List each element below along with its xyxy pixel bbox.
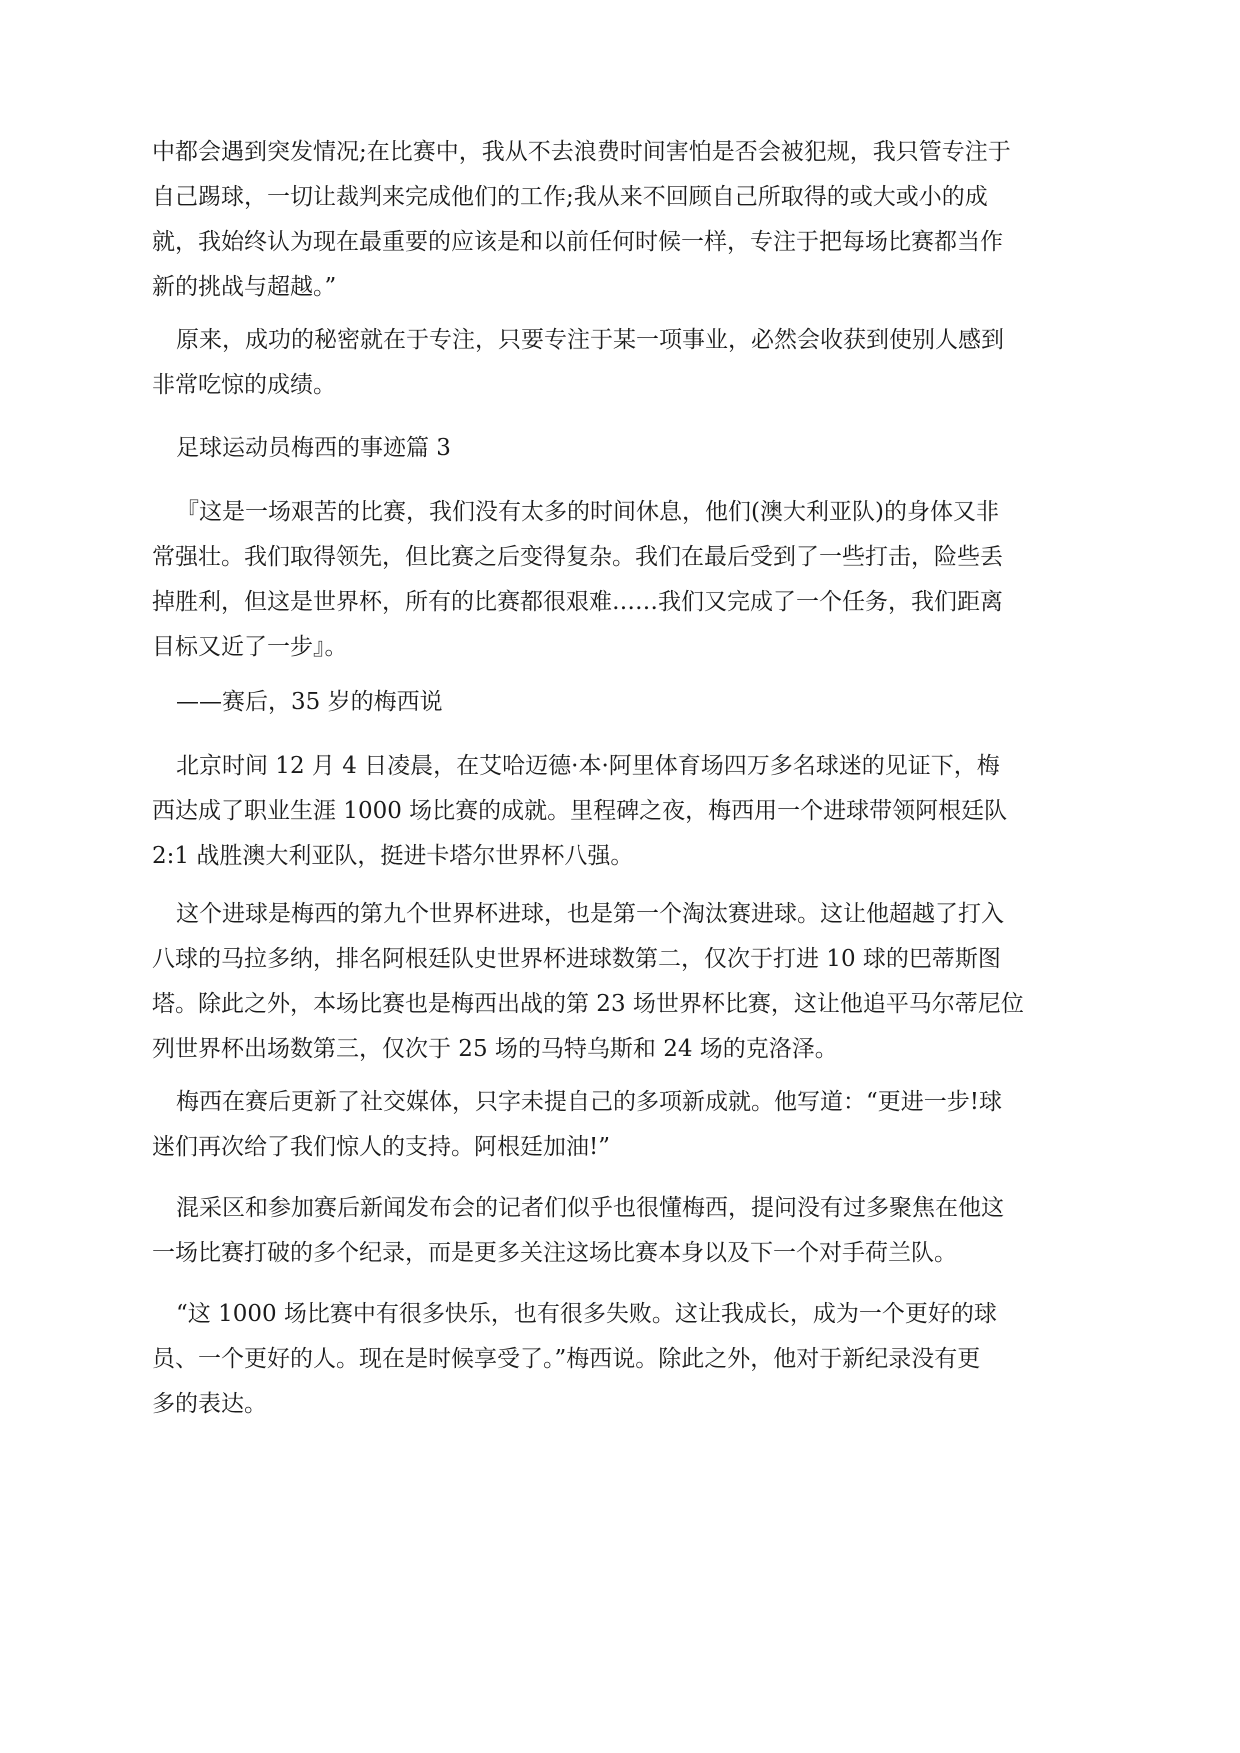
paragraph-social-media xyxy=(152,1080,1092,1170)
text-line: 目标又近了一步』。 xyxy=(152,634,348,660)
paragraph-press xyxy=(152,1186,1092,1276)
text-line: 常强壮。我们取得领先，但比赛之后变得复杂。我们在最后受到了一些打击，险些丢 xyxy=(152,544,1003,570)
paragraph-messi-quote xyxy=(152,490,1092,670)
quote-attribution xyxy=(152,680,1092,725)
text-line: 梅西在赛后更新了社交媒体，只字未提自己的多项新成就。他写道：“更进一步!球 xyxy=(176,1089,1003,1115)
text-line: 八球的马拉多纳，排名阿根廷队史世界杯进球数第二，仅次于打进 10 球的巴蒂斯图 xyxy=(152,946,1001,972)
text-line: 2:1 战胜澳大利亚队，挺进卡塔尔世界杯八强。 xyxy=(152,843,634,869)
text-line: 新的挑战与超越。” xyxy=(152,274,337,300)
paragraph-goal-records xyxy=(152,892,1092,1072)
text-line: 自己踢球，一切让裁判来完成他们的工作;我从来不回顾自己所取得的或大或小的成 xyxy=(152,184,988,210)
text-line: 迷们再次给了我们惊人的支持。阿根廷加油!” xyxy=(152,1134,611,1160)
text-line: 掉胜利，但这是世界杯，所有的比赛都很艰难……我们又完成了一个任务，我们距离 xyxy=(152,589,1003,615)
text-line: 原来，成功的秘密就在于专注，只要专注于某一项事业，必然会收获到使别人感到 xyxy=(176,327,1004,353)
paragraph-milestone xyxy=(152,744,1092,879)
paragraph-final-quote xyxy=(152,1292,1092,1427)
paragraph-quote-end xyxy=(152,130,1092,310)
text-line: 塔。除此之外，本场比赛也是梅西出战的第 23 场世界杯比赛，这让他追平马尔蒂尼位 xyxy=(152,991,1024,1017)
section-title: 足球运动员梅西的事迹篇 3 xyxy=(176,435,451,461)
text-line: 西达成了职业生涯 1000 场比赛的成就。里程碑之夜，梅西用一个进球带领阿根廷队 xyxy=(152,798,1008,824)
text-line: 就，我始终认为现在最重要的应该是和以前任何时候一样，专注于把每场比赛都当作 xyxy=(152,229,1003,255)
text-line: 中都会遇到突发情况;在比赛中，我从不去浪费时间害怕是否会被犯规，我只管专注于 xyxy=(152,139,1011,165)
text-line: 列世界杯出场数第三，仅次于 25 场的马特乌斯和 24 场的克洛泽。 xyxy=(152,1036,838,1062)
text-line: ——赛后，35 岁的梅西说 xyxy=(176,689,443,715)
section-heading xyxy=(152,426,1092,471)
text-line: 非常吃惊的成绩。 xyxy=(152,372,336,398)
text-line: “这 1000 场比赛中有很多快乐，也有很多失败。这让我成长，成为一个更好的球 xyxy=(176,1301,997,1327)
text-line: 北京时间 12 月 4 日凌晨，在艾哈迈德·本·阿里体育场四万多名球迷的见证下，梅 xyxy=(176,753,1000,779)
text-line: 多的表达。 xyxy=(152,1391,267,1417)
text-line: 一场比赛打破的多个纪录，而是更多关注这场比赛本身以及下一个对手荷兰队。 xyxy=(152,1240,957,1266)
paragraph-focus-secret xyxy=(152,318,1092,408)
text-line: 员、一个更好的人。现在是时候享受了。”梅西说。除此之外，他对于新纪录没有更 xyxy=(152,1346,981,1372)
text-line: 混采区和参加赛后新闻发布会的记者们似乎也很懂梅西，提问没有过多聚焦在他这 xyxy=(176,1195,1004,1221)
text-line: 『这是一场艰苦的比赛，我们没有太多的时间休息，他们(澳大利亚队)的身体又非 xyxy=(176,499,999,525)
text-line: 这个进球是梅西的第九个世界杯进球，也是第一个淘汰赛进球。这让他超越了打入 xyxy=(176,901,1004,927)
